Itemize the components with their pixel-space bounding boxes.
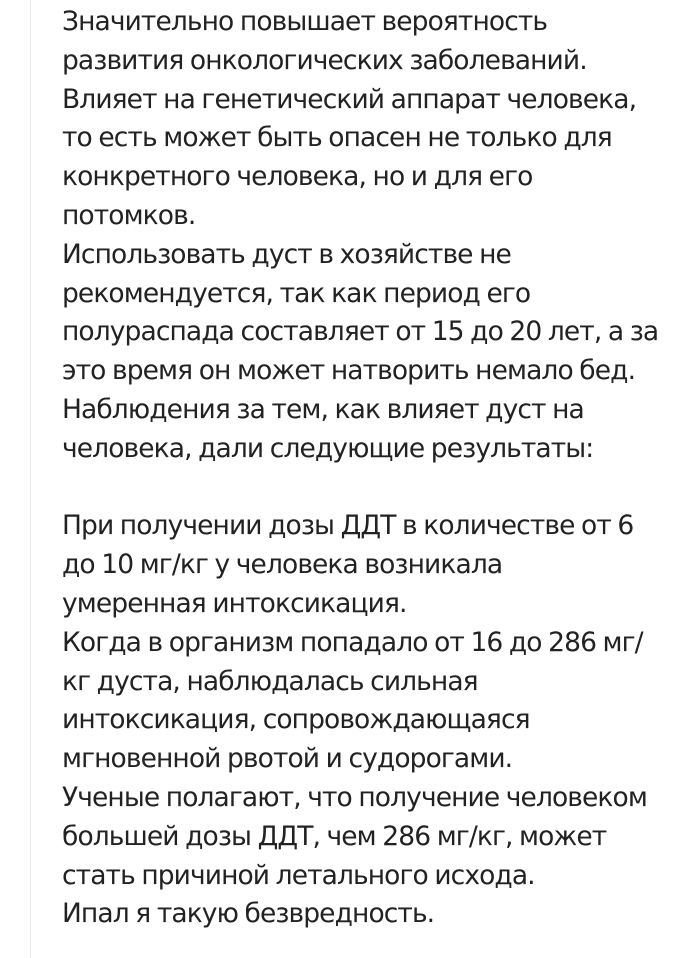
text-line: стать причиной летального исхода. <box>62 859 535 891</box>
text-line: Наблюдения за тем, как влияет дуст на <box>62 393 584 425</box>
text-line: интоксикация, сопровождающаяся <box>62 704 530 736</box>
text-line: до 10 мг/кг у человека возникала <box>62 549 503 581</box>
left-border-line <box>30 0 31 958</box>
text-line: большей дозы ДДТ, чем 286 мг/кг, может <box>62 820 607 852</box>
text-line: полураспада составляет от 15 до 20 лет, а за <box>62 316 659 348</box>
text-line: Ученые полагают, что получение человеком <box>62 781 647 813</box>
text-line: Значительно повышает вероятность <box>62 6 548 37</box>
paragraph-effects <box>62 3 692 469</box>
paragraph-dosage <box>62 507 692 934</box>
text-line: конкретного человека, но и для его <box>62 161 533 193</box>
post-text <box>62 3 692 934</box>
text-line: кг дуста, наблюдалась сильная <box>62 665 478 697</box>
text-line: развития онкологических заболеваний. <box>62 44 587 76</box>
text-line: то есть может быть опасен не только для <box>62 122 612 154</box>
text-line: рекомендуется, так как период его <box>62 277 531 309</box>
text-line: человека, дали следующие результаты: <box>62 432 594 464</box>
text-line: Когда в организм попадало от 16 до 286 мг/ <box>62 626 643 658</box>
paragraph-gap <box>62 469 692 508</box>
text-line: умеренная интоксикация. <box>62 587 407 619</box>
text-line: Использовать дуст в хозяйстве не <box>62 238 511 270</box>
text-line: мгновенной рвотой и судорогами. <box>62 743 513 775</box>
text-line: При получении дозы ДДТ в количестве от 6 <box>62 510 634 542</box>
text-line: это время он может натворить немало бед. <box>62 355 636 387</box>
text-line: Влияет на генетический аппарат человека, <box>62 83 637 115</box>
text-line: Ипал я такую безвредность. <box>62 898 435 930</box>
text-line: потомков. <box>62 199 196 231</box>
